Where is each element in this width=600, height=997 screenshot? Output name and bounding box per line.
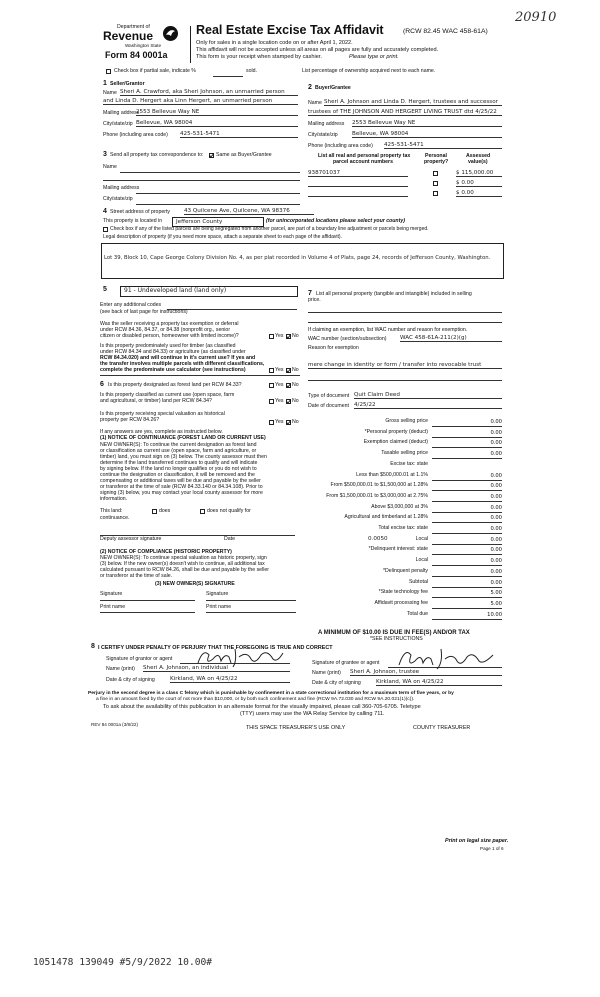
partial-sale-label: Check box if partial sale, indicate % [114,68,196,74]
seller-section-number: 1 [103,80,107,87]
tax-row-value[interactable]: 10.00 [487,611,502,618]
corr-mailing-line[interactable] [136,193,300,194]
current-use-no-checkbox[interactable] [286,399,291,404]
perjury-line-1: Perjury in the second degree is a class C felony which is punishable by confinement in a state correctional institution for a maximum term of five years, or by [88,691,454,696]
local-rate-value: 0.0050 [368,536,388,543]
legal-description: Lot 39, Block 10, Cape George Colony Division No. 4, as per plat recorded in Volume 4 of Plats, page 24, records of Jefferson County, Washington. [104,255,491,261]
located-in-label: This property is located in [103,218,163,224]
tax-row-value[interactable]: 0.00 [490,440,502,447]
rev-number: REV 84 0001a (3/8/22) [91,722,138,727]
tax-row-value[interactable]: 0.00 [490,419,502,425]
personal-property-checkbox[interactable] [433,171,438,176]
tax-row-label: *Personal property (deduct) [364,428,428,435]
tax-row-underline [432,501,502,502]
buyer-phone-label: Phone (including area code) [308,143,373,149]
doc-date-label: Date of document [308,403,349,409]
exemption-yes-checkbox[interactable] [269,334,274,339]
page-number: Page 1 of 6 [480,846,504,851]
street-label: Street address of property [110,209,170,215]
timber-no-checkbox[interactable] [286,368,291,373]
tax-row-underline [432,480,502,481]
notice1-line: continue the designation or classification, it will be removed and the [100,472,255,478]
perjury-line-2: a fine in an amount fixed by the court of not more than $10,000, or by both such confinement and fine (RCW 9A.72.030 and RCW 9A.20.021(1)(c)). [96,697,415,702]
personal-header-1: Personal [425,153,447,159]
this-land-label: This land: [100,508,123,514]
timber-q-line-2: under RCW 84.34 and 84.33) or agriculture (as classified under [100,349,246,355]
page-mark: 20910 [515,10,557,25]
grantee-signature [395,645,495,671]
assessed-value[interactable]: $ 115,000.00 [456,170,502,177]
tax-row-value[interactable]: 0.00 [490,451,502,458]
corr-city-label: City/state/zip [103,196,133,202]
revenue-logo [103,25,183,65]
parcel-number-line[interactable] [308,186,408,187]
new-owner-sig-label-2: Signature [206,591,229,597]
forest-no-checkbox[interactable] [286,383,291,388]
tax-row-label: Above $3,000,000 at 3% [371,503,428,510]
segregated-checkbox[interactable] [103,227,108,232]
tax-row-underline [432,554,502,555]
section7-number: 7 [308,290,312,297]
notice1-line: determine if the land transferred continues to qualify and will indicate [100,460,258,466]
tax-row-underline [432,447,502,448]
notice1-line: by signing below. If the land no longer qualifies or you do not wish to [100,466,257,472]
check-icon [286,368,291,373]
tax-row-label: Agricultural and timberland at 1.28% [344,514,428,521]
buyer-title: Buyer/Grantee [315,85,351,91]
doc-date-field[interactable]: 4/25/22 [354,402,502,409]
seller-name-line-2[interactable]: and Linda D. Hergert aka Linn Hergert, an unmarried person [103,98,298,105]
personal-property-line-1[interactable] [308,312,502,313]
tax-row-underline [432,608,502,609]
assessed-header-2: value(s) [468,159,488,165]
tax-row-value[interactable]: 0.00 [490,558,502,565]
exemption-instructions: If claiming an exemption, list WAC number and reason for exemption. [308,327,468,333]
form-number: Form 84 0001a [105,50,168,60]
seller-mailing-label: Mailing address [103,110,140,116]
buyer-city-field[interactable]: Bellevue, WA 98004 [352,131,502,138]
tax-row-underline [432,597,502,598]
tax-row-underline [432,522,502,523]
alt-format-line-2: (TTY) users may use the WA Relay Service by calling 711. [240,711,385,717]
notice2-line: (3) below. If the new owner(s) doesn't wish to continue, all additional tax [100,561,265,567]
does-not-checkbox[interactable] [200,509,205,514]
tax-row-value[interactable]: 0.00 [490,547,502,554]
current-use-yes-label: Yes [275,398,284,404]
tax-row-label: Total excise tax: state [378,525,428,531]
forest-no-label: No [292,382,299,388]
notice1-line: timber) land, you must sign on (3) below. The county assessor must then [100,454,267,460]
county-note: (for unincorporated locations please select your county) [266,218,405,224]
grantor-name-field[interactable]: Sheri A. Johnson, an individual [143,665,290,672]
county-select-value: Jefferson County [176,219,223,225]
buyer-name-line-2[interactable]: trustees of THE JOHNSON AND HERGERT LIVING TRUST dtd 4/25/22 [308,109,502,116]
list-percentage-note: List percentage of ownership acquired next to each name. [302,68,436,74]
buyer-mailing-field[interactable]: 2553 Bellevue Way NE [352,120,502,127]
seller-name-label: Name [103,90,117,96]
header-note-2: This affidavit will not be accepted unless all areas on all pages are fully and accurately completed. [196,47,439,53]
seller-title: Seller/Grantor [110,81,145,87]
buyer-name-label: Name [308,100,322,106]
partial-sold-label: sold. [246,68,257,74]
notice1-line: or transferor at the time of sale (RCW 84.33.140 or 84.34.108). Prior to [100,484,263,490]
current-use-yes-checkbox[interactable] [269,399,274,404]
notice1-title: (1) NOTICE OF CONTINUANCE (FOREST LAND OR CURRENT USE) [100,435,266,441]
historic-no-checkbox[interactable] [286,420,291,425]
header-note-3: This form is your receipt when stamped by cashier. [196,54,322,60]
recording-stamp: 1051478 139049 #5/9/2022 10.00# [33,957,213,968]
seller-phone-label: Phone (including area code) [103,132,168,138]
correspondence-label: Send all property tax correspondence to: [110,152,204,158]
seller-phone-field[interactable]: 425-531-5471 [180,131,298,138]
tax-row-label: Excise tax: state [390,460,428,467]
wac-field[interactable]: WAC 458-61A-211(2)(g) [400,335,502,342]
if-yes-note: If any answers are yes, complete as instructed below. [100,429,223,435]
timber-no-label: No [292,367,299,373]
reason-line-2[interactable] [308,380,502,381]
tax-row-value[interactable]: 0.00 [490,526,502,532]
current-use-q-1: Is this property classified as current use (open space, farm [100,392,235,398]
tax-row-value[interactable]: 0.00 [490,515,502,522]
notice1-line: compensating or additional taxes will be due and payable by the seller [100,478,261,484]
legal-label: Legal description of property (if you need more space, attach a separate sheet to each page of the affidavit). [103,234,342,240]
doc-type-label: Type of document [308,393,350,399]
timber-yes-label: Yes [275,367,284,373]
tax-row-value[interactable]: 0.00 [490,483,502,490]
section5-divider [100,375,300,376]
historic-yes-checkbox[interactable] [269,420,274,425]
check-icon [286,420,291,425]
parcels-header-1: List all real and personal property tax [318,153,411,159]
form-rcw: (RCW 82.45 WAC 458-61A) [403,28,488,35]
seller-city-label: City/state/zip [103,121,133,127]
header-divider [190,26,191,63]
tax-row-underline [432,533,502,534]
historic-no-label: No [292,419,299,425]
treasurer-use-only: THIS SPACE TREASURER'S USE ONLY [246,725,346,731]
assessed-header-1: Assessed [466,153,491,159]
partial-sale-checkbox[interactable] [106,69,111,74]
tax-row-label: *Delinquent interest: state [368,546,428,553]
new-owner-print-label-2: Print name [206,604,232,610]
tax-row-label: Exemption claimed (deduct) [363,439,428,446]
wa-logo-icon [162,25,179,42]
logo-state: Washington State [125,43,162,48]
notice2-line: or transferor at the time of sale. [100,573,173,579]
check-icon [286,334,291,339]
grantee-name-label: Name (print) [312,670,341,676]
tax-row-label: From $1,500,000.01 to $3,000,000 at 2.75% [326,492,428,499]
exemption-q-line-2: under RCW 84.36, 84.37, or 84.38 (nonprofit org., senior [100,327,231,333]
exemption-no-label: No [292,333,299,339]
tax-row-value[interactable]: 0.00 [490,429,502,436]
parcel-number[interactable]: 938701037 [308,170,408,177]
exemption-q-line-3: citizen or disabled person, homeowner with limited income)? [100,333,239,339]
parcels-header-2: parcel account numbers [333,159,393,165]
header-note-3b: Please type or print. [349,54,399,60]
tax-row-value[interactable]: 0.00 [490,493,502,500]
land-use-select[interactable] [120,286,298,297]
section5-number: 5 [103,286,107,293]
tax-row-label: Total due [406,610,428,617]
grantee-date-label: Date & city of signing [312,680,361,686]
current-use-q-2: and agricultural, or timber) land per RCW 84.34? [100,398,212,404]
tax-row-underline [432,544,502,545]
personal-property-checkbox[interactable] [433,181,438,186]
personal-property-title-1: List all personal property (tangible and intangible) included in selling [316,291,472,297]
personal-property-line-2[interactable] [308,322,502,323]
street-field[interactable]: 43 Quilcene Ave, Quilcene, WA 98376 [184,208,314,215]
tax-row-underline [432,426,502,427]
deputy-date-label: Date [224,536,235,542]
tax-row-value[interactable]: 0.00 [490,579,502,586]
seller-name-line-1[interactable]: Sheri A. Crawford, aka Sheri Johnson, an unmarried person [120,89,298,96]
grantee-date-field[interactable]: Kirkland, WA on 4/25/22 [376,679,502,686]
tax-row-label: *Delinquent penalty [383,567,428,574]
timber-yes-checkbox[interactable] [269,368,274,373]
corr-mailing-label: Mailing address [103,185,140,191]
grantee-sig-label: Signature of grantee or agent [312,660,380,666]
section6-number: 6 [100,381,104,388]
see-back-label: (see back of last page for instructions) [100,309,188,315]
same-as-buyer-checkbox[interactable] [209,153,214,158]
corr-name-label: Name [103,164,117,170]
new-owner-sig-line-1[interactable] [100,600,195,601]
timber-q-line-4: the transfer involves multiple parcels with different classifications, [100,361,265,367]
minimum-due-note: A MINIMUM OF $10.00 IS DUE IN FEE(S) AND/OR TAX [318,630,470,636]
certify-statement: I CERTIFY UNDER PENALTY OF PERJURY THAT THE FOREGOING IS TRUE AND CORRECT [98,645,333,651]
seller-city-field[interactable]: Bellevue, WA 98004 [136,120,298,127]
notice2-line: calculated pursuant to RCW 84.26, shall be due and payable by the seller [100,567,269,573]
does-checkbox[interactable] [152,509,157,514]
tax-row-label: Subtotal [408,578,428,585]
exemption-q-line-1: Was the seller receiving a property tax exemption or deferral [100,321,239,327]
tax-row-label: Local [415,557,428,564]
same-as-buyer-label: Same as Buyer/Grantee [216,152,272,158]
new-owner-print-label-1: Print name [100,604,126,610]
forest-q: Is this property designated as forest land per RCW 84.33? [108,382,242,388]
partial-sale-line [213,76,243,77]
logo-revenue: Revenue [103,29,154,43]
alt-format-line-1: To ask about the availability of this publication in an alternate format for the visually impaired, please call 360-705-6705. Teletype [103,704,421,710]
tax-row-label: Affidavit processing fee [374,599,428,606]
reason-field[interactable]: mere change in identity or form / transfer into revocable trust [308,362,502,369]
county-treasurer: COUNTY TREASURER [413,725,471,731]
notice1-line: or classification as current use (open space, farm and agriculture, or [100,448,257,454]
wac-label: WAC number (section/subsection) [308,336,387,342]
does-label: does [159,508,171,514]
timber-q-line-1: Is this property predominately used for timber (as classified [100,343,236,349]
corr-name-line-2[interactable] [103,180,300,181]
historic-q-2: property per RCW 84.26? [100,417,160,423]
notice1-line: NEW OWNER(S): To continue the current designation as forest land [100,442,257,448]
grantor-sig-label: Signature of grantor or agent [106,656,173,662]
personal-property-checkbox[interactable] [433,191,438,196]
form-title: Real Estate Excise Tax Affidavit [196,23,384,37]
notice2-title: (2) NOTICE OF COMPLIANCE (HISTORIC PROPERTY) [100,549,232,555]
doc-type-field[interactable]: Quit Claim Deed [354,392,502,399]
tax-row-underline [432,490,502,491]
legal-paper-note: Print on legal size paper. [445,838,509,844]
tax-row-label: Gross selling price [385,418,428,424]
land-use-value: 91 - Undeveloped land (land only) [124,287,227,294]
tax-row-value[interactable]: 0.00 [490,568,502,575]
see-instructions: *SEE INSTRUCTIONS [370,636,423,642]
reason-label: Reason for exemption [308,345,359,351]
grantor-name-label: Name (print) [106,666,135,672]
buyer-phone-field[interactable]: 425-531-5471 [384,142,502,149]
tax-row-label: *State technology fee [378,589,428,596]
timber-q-line-3: RCW 84.34.020) and will continue in it's current use? If yes and [100,355,256,361]
tax-row-value[interactable]: 0.00 [490,472,502,479]
buyer-city-label: City/state/zip [308,132,338,138]
new-owner-print-line-2[interactable] [206,612,296,613]
grantor-date-field[interactable]: Kirkland, WA on 4/25/22 [170,676,290,683]
deputy-signature-label: Deputy assessor signature [100,536,162,542]
corr-name-line[interactable] [120,172,300,173]
corr-city-line[interactable] [136,204,300,205]
tax-row-underline [432,437,502,438]
buyer-mailing-label: Mailing address [308,121,345,127]
grantee-name-field[interactable]: Sheri A. Johnson, trustee [350,669,502,676]
additional-codes-label: Enter any additional codes [100,302,162,308]
tax-row-label: From $500,000.01 to $1,500,000 at 1.28% [330,482,428,489]
personal-header-2: property? [424,159,449,165]
check-icon [286,383,291,388]
seller-mailing-field[interactable]: 2553 Bellevue Way NE [136,109,298,116]
tax-row-underline [432,458,502,459]
exemption-no-checkbox[interactable] [286,334,291,339]
new-owner-sig-line-2[interactable] [206,600,296,601]
parcel-number-line[interactable] [308,196,408,197]
correspondence-section-number: 3 [103,151,107,158]
tax-row-value[interactable]: 5.00 [490,600,502,607]
new-owner-sig-label-1: Signature [100,591,123,597]
tax-row-value[interactable]: 5.00 [490,590,502,597]
assessed-value[interactable]: $ 0.00 [456,190,502,197]
exemption-yes-label: Yes [275,333,284,339]
buyer-name-line-1[interactable]: Sheri A. Johnson and Linda D. Hergert, trustees and successor [324,99,502,106]
historic-yes-label: Yes [275,419,284,425]
tax-row-label: Taxable selling price [381,450,428,457]
forest-yes-checkbox[interactable] [269,383,274,388]
tax-row-value[interactable]: 0.00 [490,504,502,511]
logo-dept-of: Department of [117,24,150,30]
header-note-1: Only for sales in a single location code on or after April 1, 2022. [196,40,353,46]
tax-row-underline [432,619,502,620]
tax-row-underline [432,576,502,577]
personal-property-title-2: price. [308,297,321,303]
tax-row-underline [432,565,502,566]
notice2-line: NEW OWNER(S): To continue special valuation as historic property, sign [100,555,267,561]
check-icon [286,399,291,404]
tax-row-underline [432,512,502,513]
notice1-line: signing (3) below, you may contact your local county assessor for more [100,490,263,496]
segregated-label: Check box if any of the listed parcels are being segregated from another parcel, are part of a boundary line adjustment or parcels being merged. [110,226,429,232]
timber-q-line-5: complete the predominate use calculator (see instructions) [100,367,246,373]
tax-row-label: Local [415,535,428,542]
forest-yes-label: Yes [275,382,284,388]
does-not-label: does not qualify for [207,508,251,514]
legal-description-box[interactable] [101,243,504,279]
new-owner-print-line-1[interactable] [100,612,195,613]
tax-row-underline [432,587,502,588]
section8-number: 8 [91,643,95,650]
buyer-section-number: 2 [308,84,312,91]
tax-row-label: Less than $500,000.01 at 1.1% [356,471,428,478]
current-use-no-label: No [292,398,299,404]
continuance-label: continuance. [100,515,130,521]
check-icon [209,153,214,158]
assessed-value[interactable]: $ 0.00 [456,180,502,187]
grantor-date-label: Date & city of signing [106,677,155,683]
notice3-title: (3) NEW OWNER(S) SIGNATURE [155,581,235,587]
location-section-number: 4 [103,208,107,215]
tax-row-value[interactable]: 0.00 [490,536,502,543]
historic-q-1: Is this property receiving special valuation as historical [100,411,225,417]
notice1-line: information. [100,496,128,502]
